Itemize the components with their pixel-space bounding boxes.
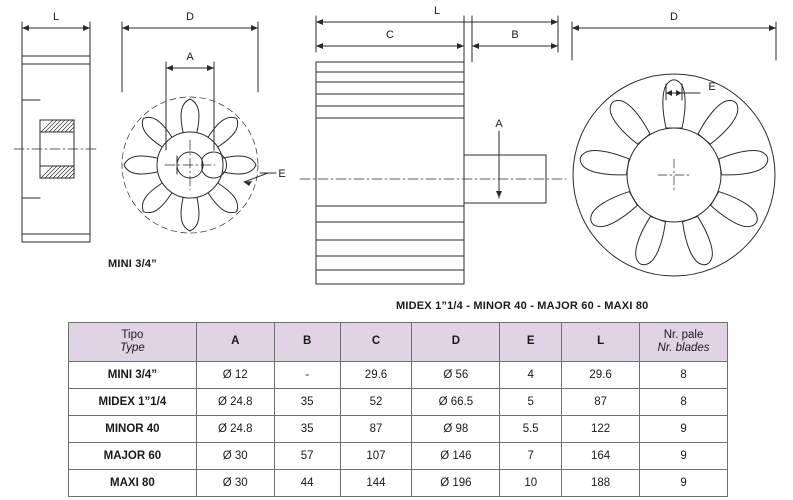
header-type-it: Tipo: [121, 328, 144, 341]
cell-type: MINI 3/4”: [69, 362, 197, 389]
cell-c: 107: [340, 443, 412, 470]
cell-type: MAJOR 60: [69, 443, 197, 470]
dim-label-L-left: L: [52, 11, 60, 23]
cell-b: -: [274, 362, 340, 389]
cell-a: Ø 30: [196, 470, 274, 497]
cell-d: Ø 146: [412, 443, 500, 470]
view-side-section: [14, 22, 98, 242]
cell-blades: 9: [640, 416, 728, 443]
cell-c: 52: [340, 389, 412, 416]
header-e: E: [500, 323, 562, 362]
view-front-mini: [122, 22, 276, 233]
header-a: A: [196, 323, 274, 362]
header-type-en: Type: [120, 342, 145, 354]
cell-c: 87: [340, 416, 412, 443]
cell-b: 35: [274, 416, 340, 443]
cell-l: 122: [562, 416, 640, 443]
header-blades: [640, 323, 728, 362]
cell-d: Ø 196: [412, 470, 500, 497]
table-row: [69, 362, 728, 389]
cell-d: Ø 56: [412, 362, 500, 389]
cell-l: 164: [562, 443, 640, 470]
cell-c: 29.6: [340, 362, 412, 389]
dim-label-D-front: D: [186, 11, 194, 23]
cell-type: MAXI 80: [69, 470, 197, 497]
cell-l: 87: [562, 389, 640, 416]
cell-a: Ø 30: [196, 443, 274, 470]
cell-e: 5.5: [500, 416, 562, 443]
cell-b: 57: [274, 443, 340, 470]
view-profile: [300, 16, 566, 284]
cell-a: Ø 12: [196, 362, 274, 389]
cell-d: Ø 98: [412, 416, 500, 443]
view-front-large: [572, 22, 776, 276]
table-row: [69, 470, 728, 497]
cell-e: 10: [500, 470, 562, 497]
dim-label-A-front: A: [186, 51, 194, 63]
dim-label-C-center: C: [386, 29, 394, 41]
cell-blades: 9: [640, 443, 728, 470]
cell-blades: 8: [640, 389, 728, 416]
cell-blades: 9: [640, 470, 728, 497]
cell-l: 188: [562, 470, 640, 497]
specs-table-wrapper: [68, 322, 728, 497]
dim-label-B-center: B: [511, 29, 519, 41]
specs-table: [68, 322, 728, 497]
cell-blades: 8: [640, 362, 728, 389]
dim-label-A-center: A: [495, 118, 503, 130]
cell-e: 7: [500, 443, 562, 470]
dim-label-L-center: L: [433, 5, 441, 17]
cell-a: Ø 24.8: [196, 389, 274, 416]
cell-b: 35: [274, 389, 340, 416]
cell-type: MINOR 40: [69, 416, 197, 443]
header-d: D: [412, 323, 500, 362]
table-row: [69, 443, 728, 470]
header-l: L: [562, 323, 640, 362]
cell-e: 4: [500, 362, 562, 389]
header-type: [69, 323, 197, 362]
cell-l: 29.6: [562, 362, 640, 389]
cell-c: 144: [340, 470, 412, 497]
cell-e: 5: [500, 389, 562, 416]
table-row: [69, 416, 728, 443]
table-row: [69, 389, 728, 416]
cell-type: MIDEX 1”1/4: [69, 389, 197, 416]
caption-midex: MIDEX 1”1/4 - MINOR 40 - MAJOR 60 - MAXI 80: [396, 300, 649, 312]
header-blades-en: Nr. blades: [657, 342, 710, 354]
header-blades-it: Nr. pale: [663, 328, 704, 341]
table-header-row: [69, 323, 728, 362]
cell-a: Ø 24.8: [196, 416, 274, 443]
caption-mini: MINI 3/4”: [108, 258, 157, 270]
header-c: C: [340, 323, 412, 362]
dim-label-E-front: E: [278, 168, 286, 180]
header-b: B: [274, 323, 340, 362]
cell-d: Ø 66.5: [412, 389, 500, 416]
cell-b: 44: [274, 470, 340, 497]
dim-label-E-right: E: [708, 81, 716, 93]
dim-label-D-right: D: [670, 11, 678, 23]
